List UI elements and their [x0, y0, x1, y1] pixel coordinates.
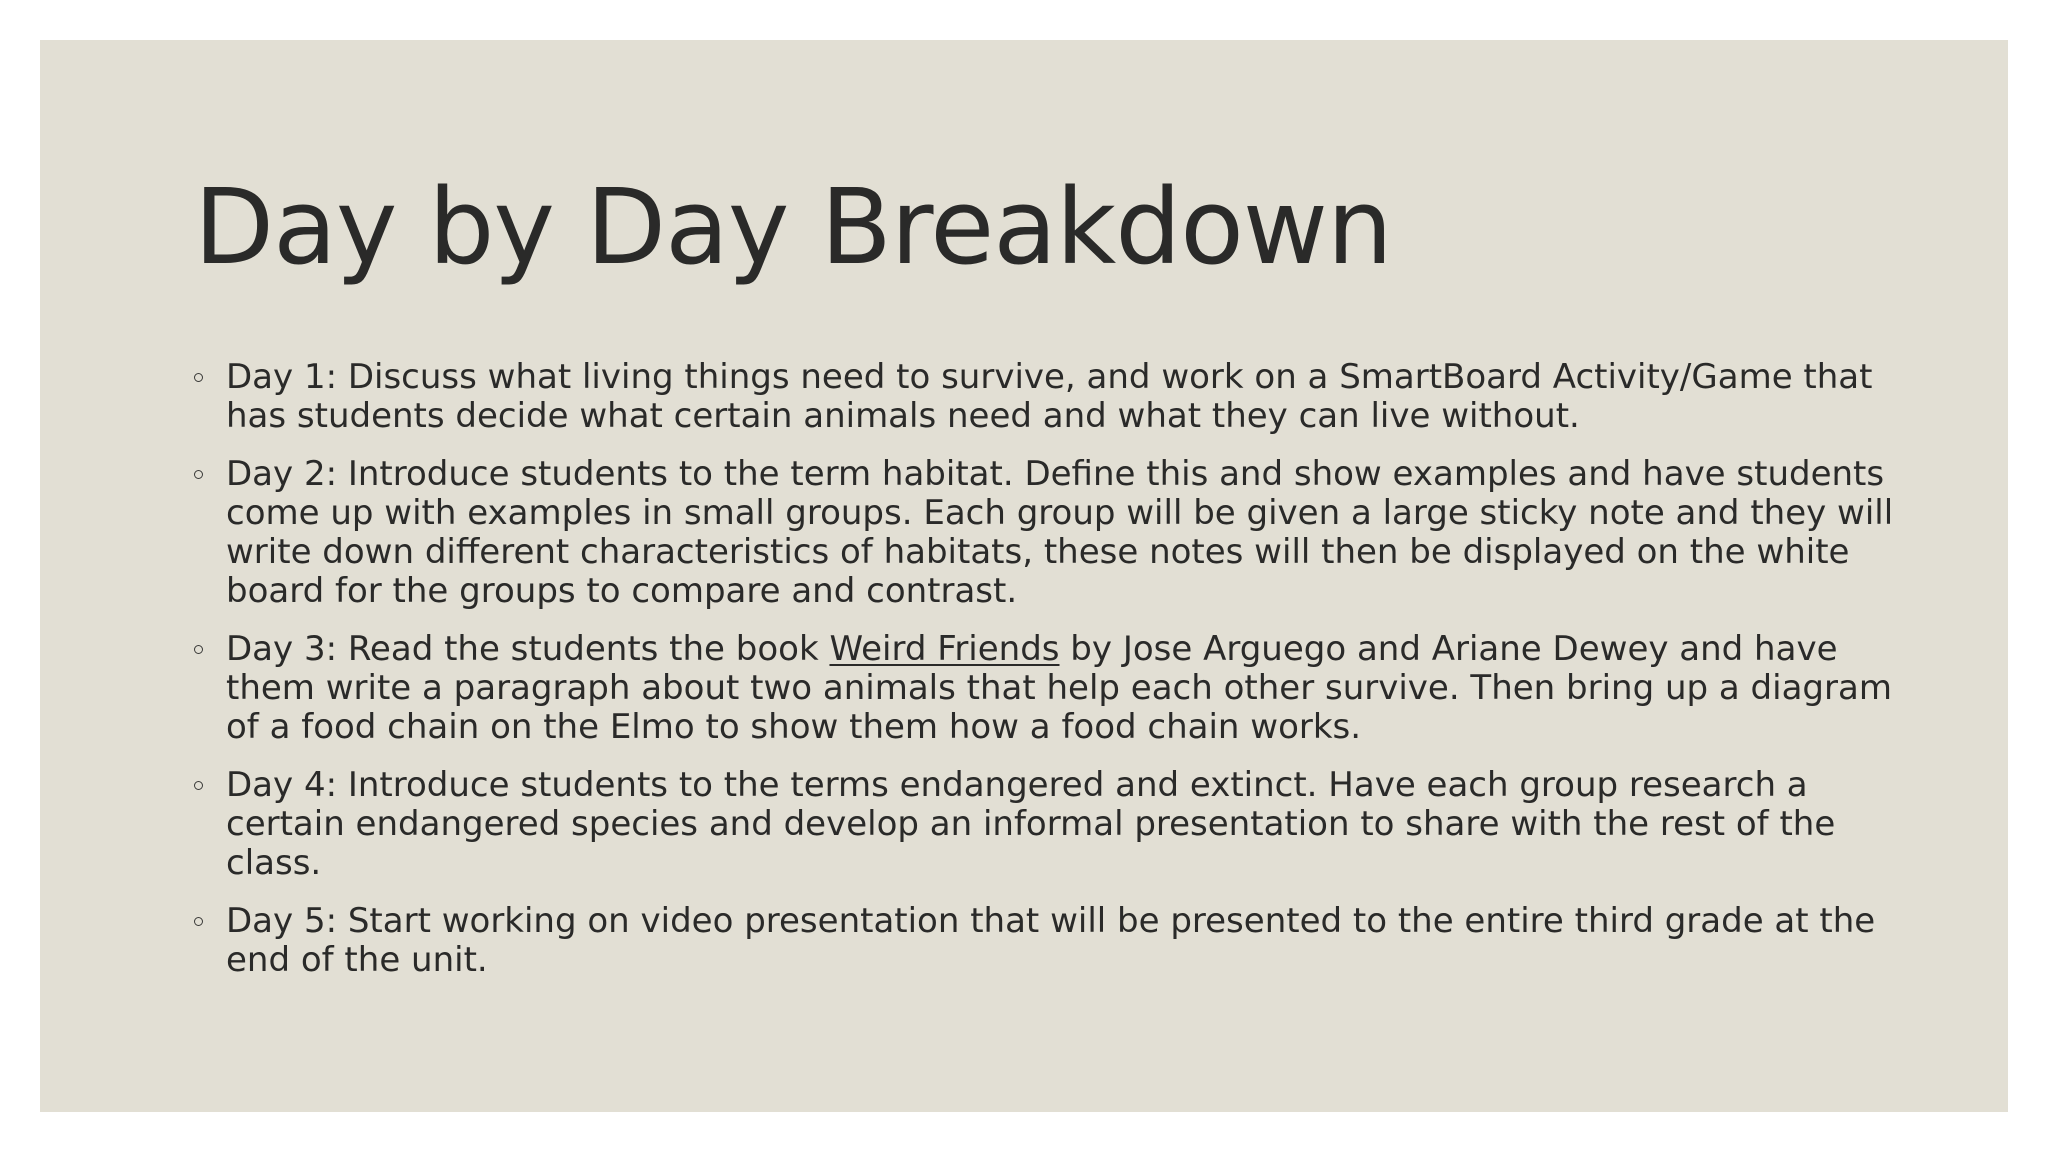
- hollow-circle-bullet-icon: [194, 373, 203, 382]
- bullet-day-4: [194, 766, 1914, 883]
- hollow-circle-bullet-icon: [194, 645, 203, 654]
- hollow-circle-bullet-icon: [194, 917, 203, 926]
- hollow-circle-bullet-icon: [194, 781, 203, 790]
- hollow-circle-bullet-icon: [194, 470, 203, 479]
- bullet-day-3: [194, 630, 1914, 747]
- bullet-text: Day 2: Introduce students to the term habitat. Define this and show examples and have students come up with examples in small groups. Each group will be given a large sticky note and they will write down different characteristics of habitats, these notes will then be displayed on the white board for the groups to compare and contrast.: [226, 454, 1894, 611]
- bullet-text-before: Day 3: Read the students the book: [226, 629, 830, 669]
- bullet-text: Day 1: Discuss what living things need to survive, and work on a SmartBoard Activity/Game that has students decide what certain animals need and what they can live without.: [226, 357, 1873, 436]
- slide-title: Day by Day Breakdown: [194, 166, 1392, 288]
- bullet-day-1: [194, 358, 1914, 436]
- bullet-text: Day 4: Introduce students to the terms endangered and extinct. Have each group research a certain endangered species and develop an informal presentation to share with the rest of the class.: [226, 765, 1836, 883]
- book-title: Weird Friends: [829, 629, 1060, 669]
- bullet-text: Day 5: Start working on video presentation that will be presented to the entire third grade at the end of the unit.: [226, 901, 1876, 980]
- bullet-text-after: by Jose Arguego and Ariane Dewey and have them write a paragraph about two animals that help each other survive. Then bring up a diagram of a food chain on the Elmo to show them how a food chain works.: [226, 629, 1892, 747]
- slide: [40, 40, 2008, 1112]
- bullet-day-5: [194, 902, 1914, 980]
- bullet-day-2: [194, 455, 1914, 611]
- bullet-list: [194, 358, 1914, 999]
